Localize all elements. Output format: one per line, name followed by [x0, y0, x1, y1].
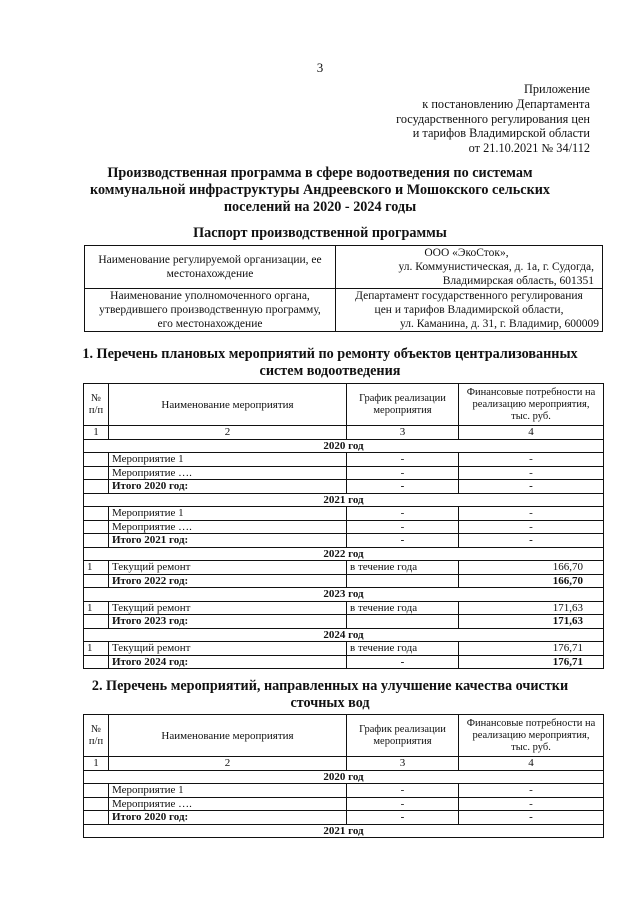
passport-label	[85, 246, 336, 289]
total-finance: -	[459, 480, 604, 494]
total-num	[84, 574, 109, 588]
row-finance: 166,70	[459, 561, 604, 575]
column-number: 3	[347, 426, 459, 440]
year-label: 2024 год	[84, 628, 604, 642]
heading-line: сточных вод	[290, 695, 370, 711]
text-line: Наименование регулируемой организации, ее	[98, 254, 322, 266]
total-num	[84, 615, 109, 629]
row-finance: -	[459, 797, 604, 811]
appendix-line: государственного регулирования цен	[396, 111, 590, 126]
total-schedule: -	[347, 655, 459, 669]
row-schedule: -	[347, 453, 459, 467]
appendix-line: Приложение	[524, 82, 590, 96]
total-label: Итого 2020 год:	[109, 480, 347, 494]
text-line: ул. Коммунистическая, д. 1а, г. Судогда,	[398, 261, 594, 273]
column-number: 1	[84, 426, 109, 440]
passport-row-authority	[85, 289, 603, 332]
section1-heading	[60, 346, 600, 380]
year-row	[84, 628, 604, 642]
text-line: ул. Каманина, д. 31, г. Владимир, 600009	[400, 318, 599, 330]
row-num	[84, 784, 109, 798]
column-number: 4	[459, 426, 604, 440]
title-line: Производственная программа в сфере водоотведения по системам	[107, 165, 533, 181]
column-number: 2	[109, 426, 347, 440]
total-row	[84, 534, 604, 548]
header-num: № п/п	[84, 715, 109, 757]
row-name: Текущий ремонт	[109, 561, 347, 575]
row-num	[84, 466, 109, 480]
total-schedule	[347, 615, 459, 629]
appendix-note	[390, 82, 590, 156]
total-label: Итого 2024 год:	[109, 655, 347, 669]
year-row	[84, 493, 604, 507]
total-row	[84, 655, 604, 669]
row-num: 1	[84, 561, 109, 575]
heading-line: 2. Перечень мероприятий, направленных на улучшение качества очистки	[91, 678, 569, 694]
row-finance: -	[459, 507, 604, 521]
column-number: 3	[347, 757, 459, 771]
total-finance: 176,71	[459, 655, 604, 669]
row-finance: -	[459, 784, 604, 798]
year-row	[84, 824, 604, 838]
column-number: 2	[109, 757, 347, 771]
year-label: 2021 год	[84, 493, 604, 507]
heading-line: 1. Перечень плановых мероприятий по ремонту объектов централизованных	[82, 346, 578, 362]
text-line: Департамент государственного регулирования	[355, 290, 583, 302]
year-label: 2021 год	[84, 824, 604, 838]
table-header-row	[84, 384, 604, 426]
header-name: Наименование мероприятия	[109, 715, 347, 757]
total-row	[84, 615, 604, 629]
row-name: Текущий ремонт	[109, 642, 347, 656]
table-row	[84, 784, 604, 798]
table-row	[84, 466, 604, 480]
total-num	[84, 655, 109, 669]
row-name: Текущий ремонт	[109, 601, 347, 615]
header-finance: Финансовые потребности на реализацию мероприятия, тыс. руб.	[459, 715, 604, 757]
title-line: коммунальной инфраструктуры Андреевского и Мошокского сельских	[89, 182, 551, 198]
row-schedule: -	[347, 784, 459, 798]
row-name: Мероприятие ….	[109, 797, 347, 811]
year-label: 2022 год	[84, 547, 604, 561]
appendix-line: и тарифов Владимирской области	[412, 126, 590, 141]
document-title	[70, 165, 570, 216]
treatment-measures-table	[83, 714, 604, 838]
text-line: его местонахождение	[157, 318, 263, 330]
total-label: Итого 2022 год:	[109, 574, 347, 588]
table-row	[84, 520, 604, 534]
year-row	[84, 770, 604, 784]
row-num	[84, 507, 109, 521]
total-row	[84, 811, 604, 825]
year-row	[84, 547, 604, 561]
text-line: ООО «ЭкоСток»,	[424, 247, 509, 259]
row-schedule: в течение года	[347, 601, 459, 615]
repair-measures-table	[83, 383, 604, 669]
total-num	[84, 534, 109, 548]
row-name: Мероприятие ….	[109, 520, 347, 534]
table-row	[84, 453, 604, 467]
row-num	[84, 520, 109, 534]
row-schedule: -	[347, 520, 459, 534]
table-row	[84, 507, 604, 521]
total-label: Итого 2020 год:	[109, 811, 347, 825]
row-finance: -	[459, 466, 604, 480]
column-numbers-row	[84, 757, 604, 771]
header-finance: Финансовые потребности на реализацию мероприятия, тыс. руб.	[459, 384, 604, 426]
total-row	[84, 480, 604, 494]
total-label: Итого 2023 год:	[109, 615, 347, 629]
row-finance: -	[459, 520, 604, 534]
passport-row-organization	[85, 246, 603, 289]
passport-value	[336, 289, 603, 332]
row-finance: -	[459, 453, 604, 467]
row-name: Мероприятие 1	[109, 453, 347, 467]
passport-heading: Паспорт производственной программы	[193, 225, 447, 241]
row-schedule: в течение года	[347, 642, 459, 656]
text-line: утвердившего производственную программу,	[99, 304, 321, 316]
table-header-row	[84, 715, 604, 757]
table-row	[84, 601, 604, 615]
appendix-line: к постановлению Департамента	[422, 96, 590, 111]
total-schedule: -	[347, 480, 459, 494]
row-schedule: -	[347, 507, 459, 521]
row-num	[84, 797, 109, 811]
text-line: цен и тарифов Владимирской области,	[374, 304, 564, 316]
total-finance: 166,70	[459, 574, 604, 588]
appendix-line: от 21.10.2021 № 34/112	[468, 141, 590, 156]
header-schedule: График реализации мероприятия	[347, 715, 459, 757]
year-row	[84, 588, 604, 602]
passport-value	[336, 246, 603, 289]
total-finance: -	[459, 534, 604, 548]
passport-label	[85, 289, 336, 332]
column-number: 1	[84, 757, 109, 771]
total-schedule: -	[347, 534, 459, 548]
row-name: Мероприятие ….	[109, 466, 347, 480]
year-label: 2023 год	[84, 588, 604, 602]
total-schedule: -	[347, 811, 459, 825]
row-num: 1	[84, 601, 109, 615]
table-row	[84, 797, 604, 811]
total-row	[84, 574, 604, 588]
row-finance: 176,71	[459, 642, 604, 656]
text-line: Владимирская область, 601351	[442, 275, 594, 287]
total-num	[84, 480, 109, 494]
header-name: Наименование мероприятия	[109, 384, 347, 426]
row-name: Мероприятие 1	[109, 507, 347, 521]
section2-heading	[60, 678, 600, 712]
year-row	[84, 439, 604, 453]
row-name: Мероприятие 1	[109, 784, 347, 798]
year-label: 2020 год	[84, 439, 604, 453]
row-num	[84, 453, 109, 467]
column-numbers-row	[84, 426, 604, 440]
total-finance: -	[459, 811, 604, 825]
total-label: Итого 2021 год:	[109, 534, 347, 548]
row-schedule: -	[347, 466, 459, 480]
total-num	[84, 811, 109, 825]
table-row	[84, 561, 604, 575]
row-schedule: в течение года	[347, 561, 459, 575]
row-num: 1	[84, 642, 109, 656]
row-schedule: -	[347, 797, 459, 811]
header-schedule: График реализации мероприятия	[347, 384, 459, 426]
header-num: № п/п	[84, 384, 109, 426]
page-number: 3	[316, 60, 324, 75]
row-finance: 171,63	[459, 601, 604, 615]
heading-line: систем водоотведения	[259, 363, 401, 379]
column-number: 4	[459, 757, 604, 771]
text-line: Наименование уполномоченного органа,	[110, 290, 310, 302]
total-schedule	[347, 574, 459, 588]
title-line: поселений на 2020 - 2024 годы	[223, 199, 417, 215]
passport-table	[84, 245, 603, 332]
text-line: местонахождение	[166, 268, 254, 280]
year-label: 2020 год	[84, 770, 604, 784]
table-row	[84, 642, 604, 656]
total-finance: 171,63	[459, 615, 604, 629]
